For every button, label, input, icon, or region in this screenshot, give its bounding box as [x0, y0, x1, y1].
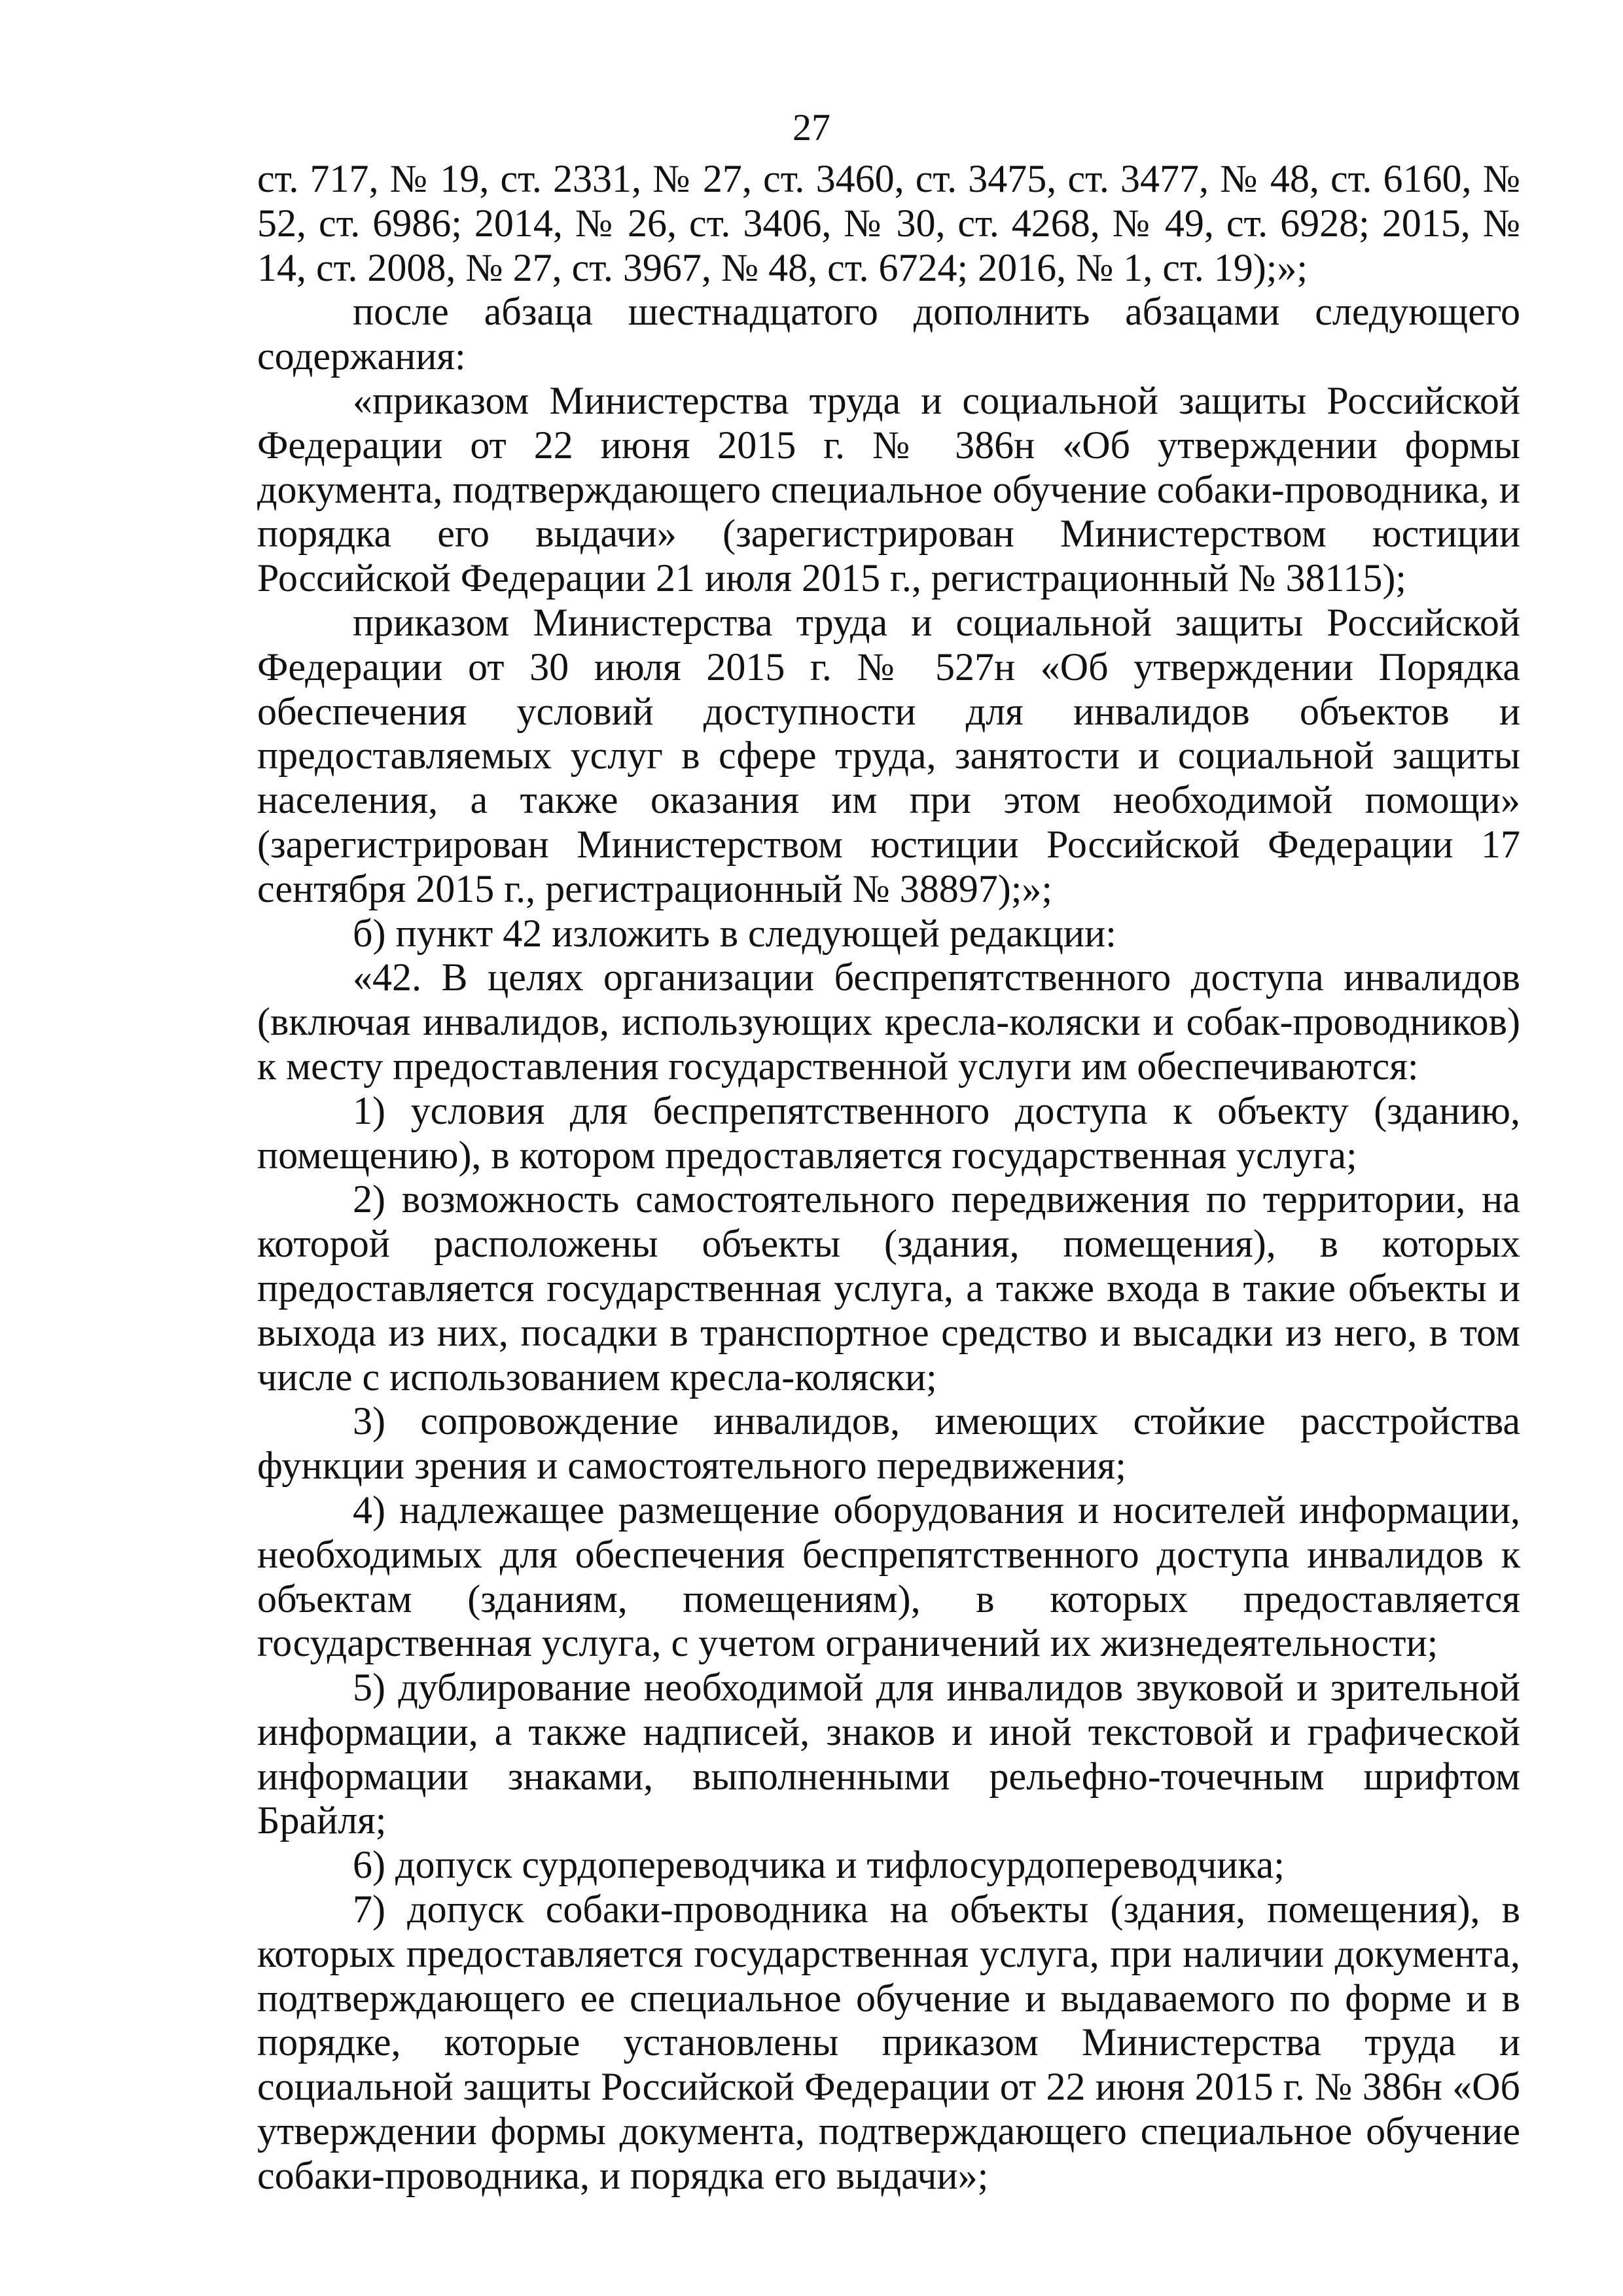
page-number: 27 [793, 106, 830, 149]
document-paragraph: после абзаца шестнадцатого дополнить абзацами следующего содержания: [257, 290, 1520, 378]
document-paragraph: ст. 717, № 19, ст. 2331, № 27, ст. 3460, ст. 3475, ст. 3477, № 48, ст. 6160, № 52, ст. 6986; 2014, № 26, ст. 3406, № 30, ст. 4268, № 49, ст. 6928; 2015, № 14, ст. 2008, № 27, ст. 3967, № 48, ст. 6724; 2016, № 1, ст. 19);»; [257, 157, 1520, 289]
document-paragraph: 3) сопровождение инвалидов, имеющих стойкие расстройства функции зрения и самостоятельного передвижения; [257, 1399, 1520, 1488]
document-paragraph: б) пункт 42 изложить в следующей редакции: [353, 911, 1116, 955]
document-paragraph: 5) дублирование необходимой для инвалидов звуковой и зрительной информации, а также надписей, знаков и иной текстовой и графической информации знаками, выполненными рельефно-точечным шрифтом Брайля; [257, 1666, 1520, 1842]
document-paragraph: «42. В целях организации беспрепятственного доступа инвалидов (включая инвалидов, использующих кресла-коляски и собак-проводников) к месту предоставления государственной услуги им обеспечиваются: [257, 956, 1520, 1088]
document-paragraph: приказом Министерства труда и социальной защиты Российской Федерации от 30 июля 2015 г. № 527н «Об утверждении Порядка обеспечения условий доступности для инвалидов объектов и предоставляемых услуг в сфере труда, занятости и социальной защиты населения, а также оказания им при этом необходимой помощи» (зарегистрирован Министерством юстиции Российской Федерации 17 сентября 2015 г., регистрационный № 38897);»; [257, 600, 1520, 910]
document-paragraph: «приказом Министерства труда и социальной защиты Российской Федерации от 22 июня 2015 г. № 386н «Об утверждении формы документа, подтверждающего специальное обучение собаки-проводника, и порядка его выдачи» (зарегистрирован Министерством юстиции Российской Федерации 21 июля 2015 г., регистрационный № 38115); [257, 378, 1520, 600]
document-paragraph: 6) допуск сурдопереводчика и тифлосурдопереводчика; [353, 1843, 1285, 1887]
document-paragraph: 7) допуск собаки-проводника на объекты (здания, помещения), в которых предоставляется государственная услуга, при наличии документа, подтверждающего ее специальное обучение и выдаваемого по форме и в порядке, которые установлены приказом Министерства труда и социальной защиты Российской Федерации от 22 июня 2015 г. № 386н «Об утверждении формы документа, подтверждающего специальное обучение собаки-проводника, и порядка его выдачи»; [257, 1888, 1520, 2197]
document-paragraph: 4) надлежащее размещение оборудования и носителей информации, необходимых для обеспечения беспрепятственного доступа инвалидов к объектам (зданиям, помещениям), в которых предоставляется государственная услуга, с учетом ограничений их жизнедеятельности; [257, 1488, 1520, 1665]
document-paragraph: 2) возможность самостоятельного передвижения по территории, на которой расположены объекты (здания, помещения), в которых предоставляется государственная услуга, а также входа в такие объекты и выхода из них, посадки в транспортное средство и высадки из него, в том числе с использованием кресла-коляски; [257, 1177, 1520, 1399]
document-body [257, 157, 1520, 2198]
document-paragraph: 1) условия для беспрепятственного доступа к объекту (зданию, помещению), в котором предоставляется государственная услуга; [257, 1088, 1520, 1177]
